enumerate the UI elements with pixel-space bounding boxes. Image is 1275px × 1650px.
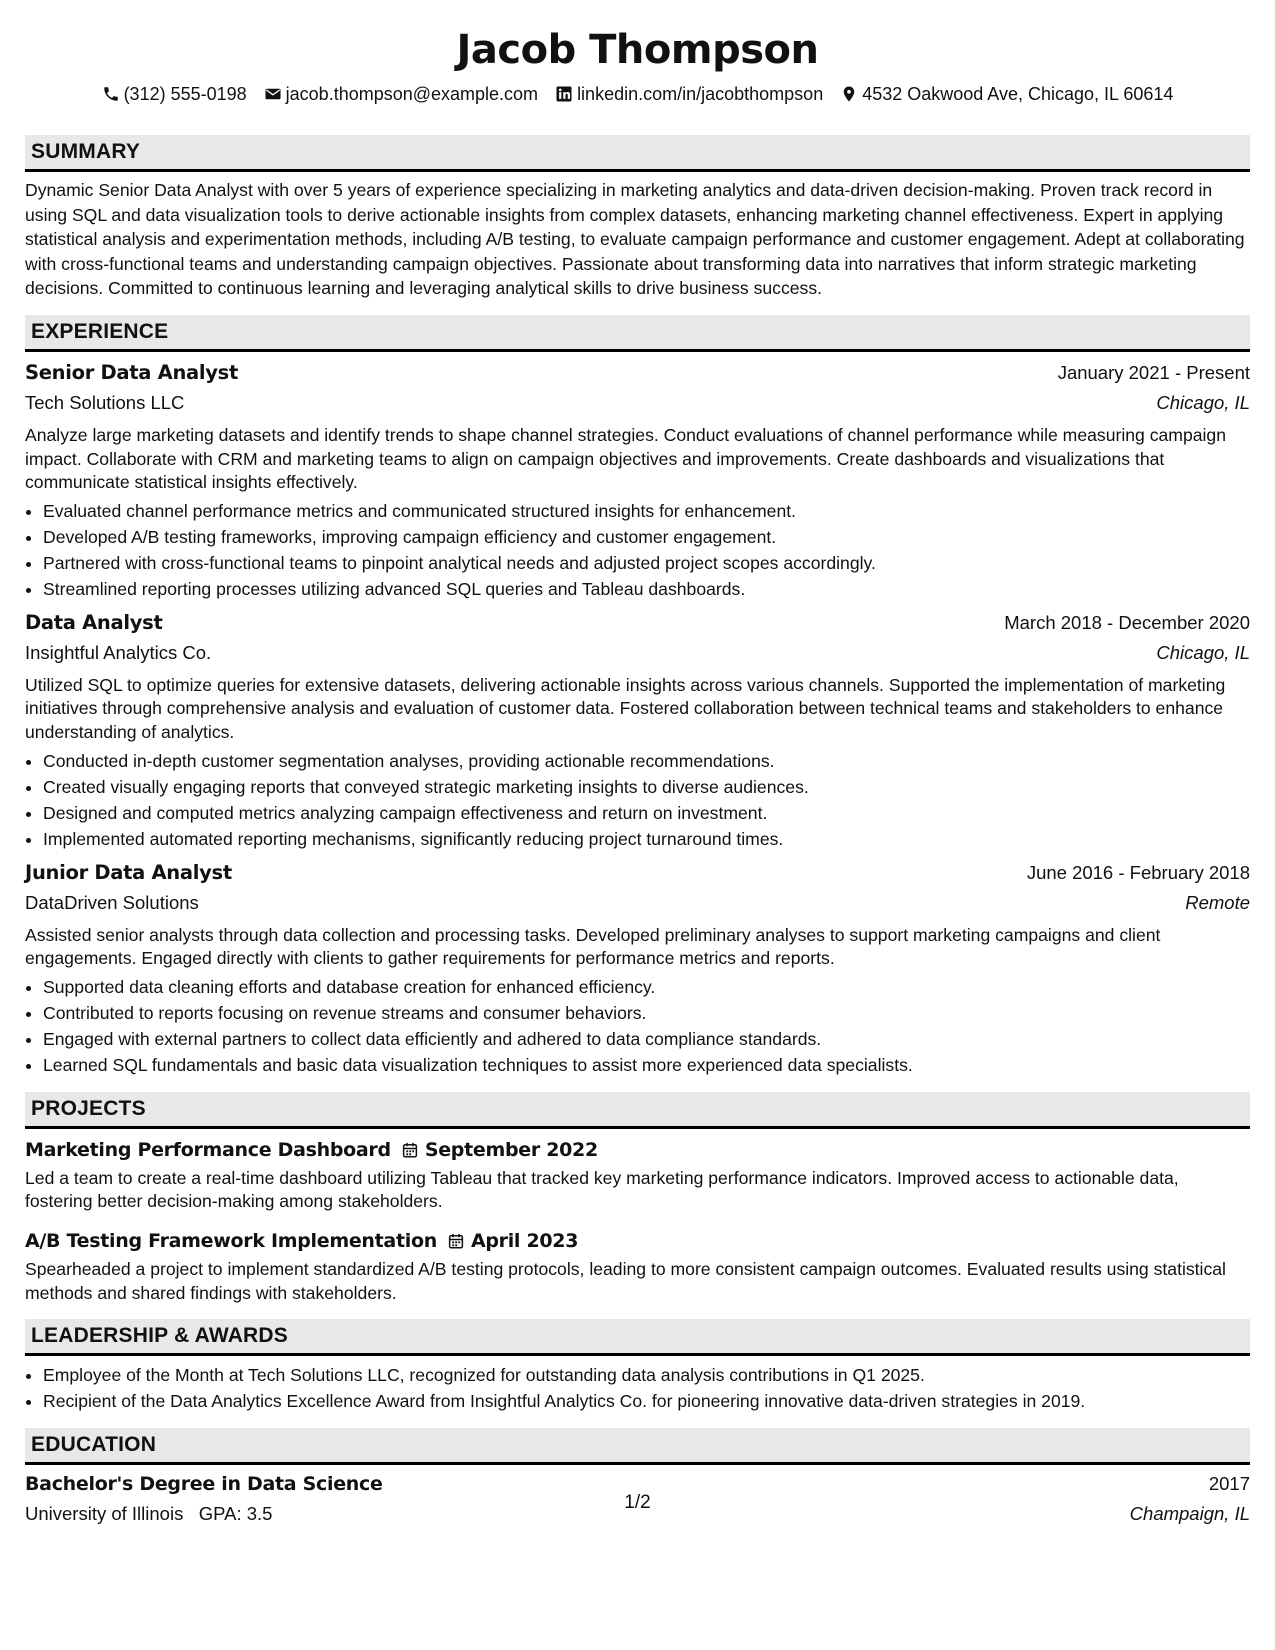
contact-linkedin[interactable] (555, 82, 823, 106)
project-title: Marketing Performance Dashboard (25, 1138, 391, 1161)
list-item: • Partnered with cross-functional teams to pinpoint analytical needs and adjusted project scopes accordingly. (43, 550, 1250, 576)
job-bullets (25, 498, 1250, 602)
list-item: • Supported data cleaning efforts and database creation for enhanced efficiency. (43, 974, 1250, 1000)
education-year: 2017 (1208, 1473, 1250, 1495)
list-item: • Conducted in-depth customer segmentation analyses, providing actionable recommendations. (43, 748, 1250, 774)
job-entry (25, 858, 1250, 1078)
education-heading: EDUCATION (25, 1428, 1250, 1465)
project-date: April 2023 (470, 1229, 579, 1252)
summary-heading: SUMMARY (25, 135, 1250, 172)
job-entry (25, 608, 1250, 852)
list-item: • Created visually engaging reports that conveyed strategic marketing insights to diverse audiences. (43, 774, 1250, 800)
list-item: • Engaged with external partners to collect data efficiently and adhered to data compliance standards. (43, 1026, 1250, 1052)
job-dates: March 2018 - December 2020 (1004, 611, 1250, 633)
job-company: Tech Solutions LLC (25, 391, 185, 413)
page-number: 1/2 (624, 1492, 651, 1513)
list-item: • Designed and computed metrics analyzing campaign effectiveness and return on investment. (43, 800, 1250, 826)
list-item: • Learned SQL fundamentals and basic data visualization techniques to assist more experienced data specialists. (43, 1052, 1250, 1078)
phone-icon (102, 85, 120, 103)
envelope-icon (264, 85, 282, 103)
job-company: DataDriven Solutions (25, 891, 199, 913)
job-description: Assisted senior analysts through data collection and processing tasks. Developed preliminary analyses to support marketing campaigns and client engagements. Engaged directly with clients to gather requirements for performance metrics and reports. (25, 924, 1161, 969)
projects-heading: PROJECTS (25, 1092, 1250, 1129)
project-entry (25, 1135, 1250, 1214)
job-title: Senior Data Analyst (25, 360, 239, 384)
experience-section (25, 315, 1250, 1078)
contact-email[interactable] (264, 82, 538, 106)
job-entry (25, 358, 1250, 602)
calendar-icon (447, 1232, 465, 1250)
contact-linkedin-text: linkedin.com/in/jacobthompson (577, 84, 824, 104)
project-description: Spearheaded a project to implement standardized A/B testing protocols, leading to more consistent campaign outcomes. Evaluated results using statistical methods and shared findings with stakeholders. (25, 1258, 1226, 1303)
summary-text: Dynamic Senior Data Analyst with over 5 years of experience specializing in marketing analytics and data-driven decision-making. Proven track record in using SQL and data visualization tools to derive actionable insights from complex datasets, enhancing marketing channel effectiveness. Expert in applying statistical analysis and experimentation methods, including A/B testing, to evaluate campaign performance and customer engagement. Adept at collaborating with cross-functional teams and understanding campaign objectives. Passionate about transforming data into narratives that inform strategic marketing decisions. Committed to continuous learning and leveraging analytical skills to drive business success. (25, 180, 1245, 299)
awards-section (25, 1319, 1250, 1414)
list-item: • Implemented automated reporting mechanisms, significantly reducing project turnaround times. (43, 826, 1250, 852)
list-item: • Evaluated channel performance metrics and communicated structured insights for enhancement. (43, 498, 1250, 524)
list-item: • Developed A/B testing frameworks, improving campaign efficiency and customer engagement. (43, 524, 1250, 550)
job-bullets (25, 974, 1250, 1078)
list-item: • Streamlined reporting processes utilizing advanced SQL queries and Tableau dashboards. (43, 576, 1250, 602)
education-location: Champaign, IL (1129, 1503, 1250, 1525)
candidate-name: Jacob Thompson (456, 27, 819, 73)
job-title: Data Analyst (25, 610, 163, 634)
job-title: Junior Data Analyst (25, 860, 232, 884)
map-pin-icon (840, 85, 858, 103)
linkedin-icon (555, 85, 573, 103)
projects-section (25, 1092, 1250, 1305)
awards-heading: LEADERSHIP & AWARDS (25, 1319, 1250, 1356)
job-description: Utilized SQL to optimize queries for extensive datasets, delivering actionable insights across various channels. Supported the implementation of marketing initiatives through comprehensive analysis and evaluation of customer data. Fostered collaboration between technical teams and stakeholders to enhance understanding of analytics. (25, 674, 1226, 742)
job-location: Chicago, IL (1156, 641, 1250, 663)
project-date: September 2022 (424, 1138, 598, 1161)
list-item: • Recipient of the Data Analytics Excellence Award from Insightful Analytics Co. for pioneering innovative data-driven strategies in 2019. (43, 1388, 1250, 1414)
list-item: • Contributed to reports focusing on revenue streams and consumer behaviors. (43, 1000, 1250, 1026)
contact-bar (25, 82, 1250, 106)
job-dates: January 2021 - Present (1057, 361, 1250, 383)
calendar-icon (401, 1141, 419, 1159)
job-dates: June 2016 - February 2018 (1026, 861, 1250, 883)
job-location: Chicago, IL (1156, 391, 1250, 413)
awards-list (25, 1362, 1250, 1414)
resume-page (25, 0, 1250, 1529)
contact-phone[interactable] (102, 82, 247, 106)
experience-heading: EXPERIENCE (25, 315, 1250, 352)
contact-address (840, 82, 1173, 106)
job-location: Remote (1185, 891, 1250, 913)
education-degree: Bachelor's Degree in Data Science (25, 1473, 383, 1496)
job-company: Insightful Analytics Co. (25, 641, 212, 663)
project-description: Led a team to create a real-time dashboard utilizing Tableau that tracked key marketing performance indicators. Improved access to actionable data, fostering better decision-making among stakeholders. (25, 1167, 1179, 1212)
job-bullets (25, 748, 1250, 852)
project-title: A/B Testing Framework Implementation (25, 1229, 437, 1252)
contact-email-text: jacob.thompson@example.com (285, 84, 539, 104)
job-description: Analyze large marketing datasets and identify trends to shape channel strategies. Conduct evaluations of channel performance while measuring campaign impact. Collaborate with CRM and marketing teams to align on campaign objectives and improvements. Create dashboards and visualizations that communicate statistical insights effectively. (25, 424, 1226, 493)
project-entry (25, 1226, 1250, 1305)
education-school: University of Illinois (25, 1503, 184, 1525)
education-gpa: GPA: 3.5 (198, 1503, 273, 1525)
contact-phone-text: (312) 555-0198 (123, 84, 247, 104)
contact-address-text: 4532 Oakwood Ave, Chicago, IL 60614 (862, 84, 1174, 104)
list-item: • Employee of the Month at Tech Solutions LLC, recognized for outstanding data analysis contributions in Q1 2025. (43, 1362, 1250, 1388)
summary-section (25, 135, 1250, 301)
